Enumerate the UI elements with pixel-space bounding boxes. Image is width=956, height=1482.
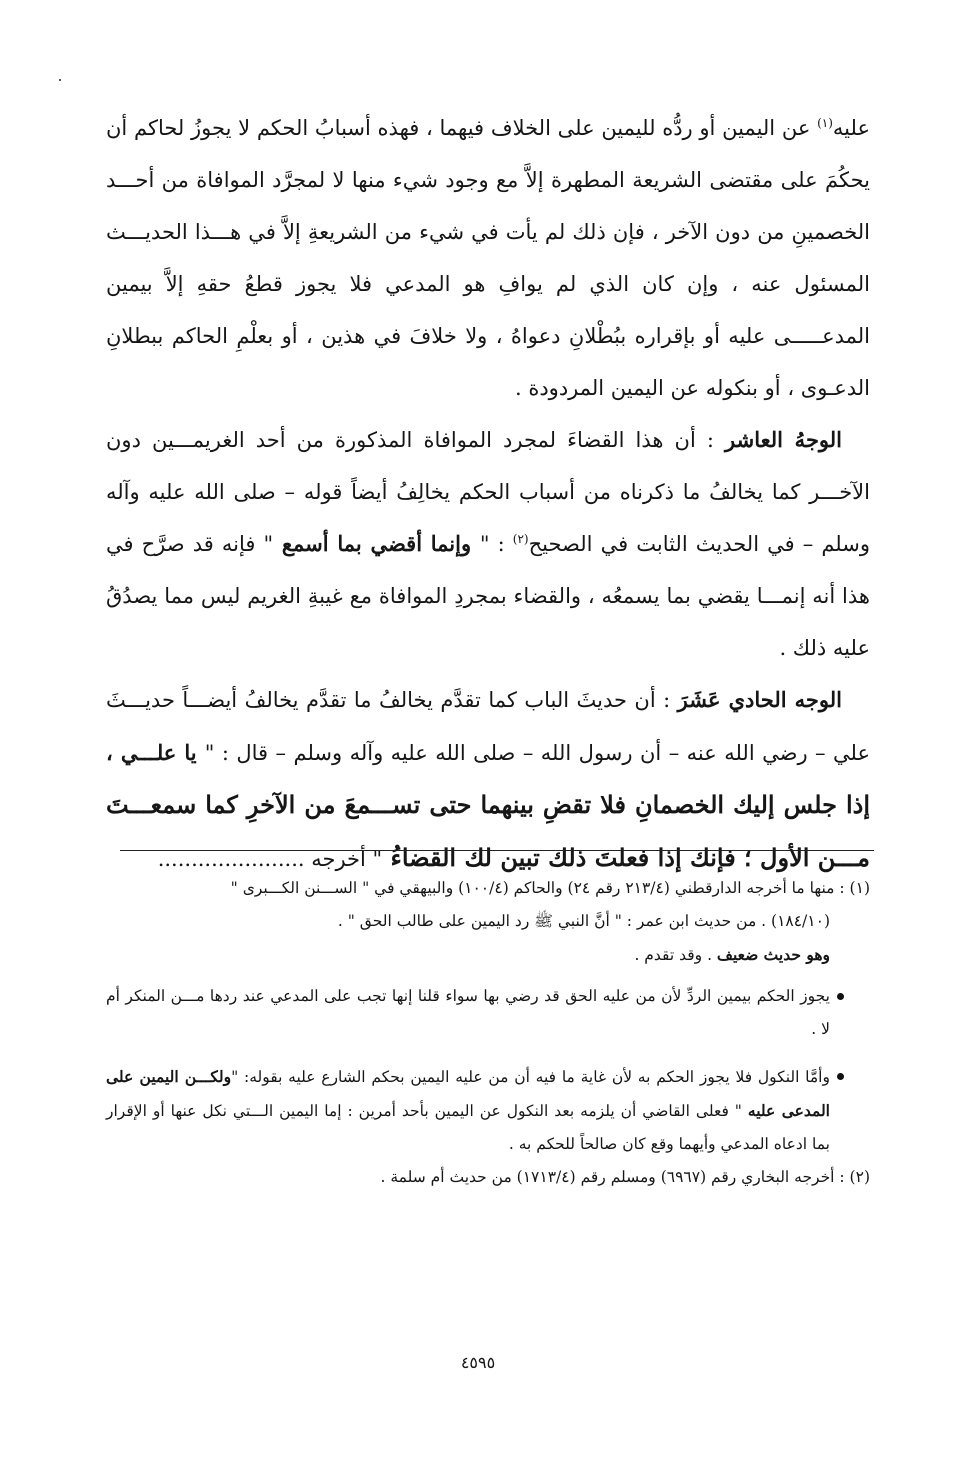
text-run: " فعلى القاضي أن يلزمه بعد النكول عن اليمين بأحد أمرين : إما اليمين الـــتي نكل عنها أو الإقرار بما ادعاه المدعي وأيهما وقع كان صالحاً للحكم به . [106, 1102, 830, 1153]
text-run: : أن هذا القضاءَ لمجرد الموافاة المذكورة من أحد الغريمـــين دون الآخـــر كما يخالفُ ما ذكرناه من أسباب الحكم يخالِفُ أيضاً قوله – صلى الله عليه وآله وسلم – في الحديث الثابت في الصحيح [106, 428, 870, 556]
bullet-point-2 [106, 1060, 870, 1161]
page-number: ٤٥٩٥ [460, 1353, 496, 1372]
text-run: وأمَّا النكول فلا يجوز الحكم به لأن غاية ما فيه أن من عليه اليمين بحكم الشارع عليه بقوله: " [231, 1068, 830, 1086]
text-run: عليه [832, 116, 870, 140]
hadith-quote: إذا جلس إليك الخصمانِ فلا تقضِ بينهما حتى تســـمعَ من الآخرِ كما سمعـــتَ مـــن الأول ؛ فإنك إذا فعلتَ ذلك تبين لك القضاءُ [106, 790, 870, 872]
footnote-1: (١) : منها ما أخرجه الدارقطني (٢١٣/٤ رقم ٢٤) والحاكم (١٠٠/٤) والبيهقي في " الســـنن الكـــبرى " [230, 879, 870, 897]
text-run: عن اليمين أو ردُّه لليمين على الخلاف فيهما ، فهذه أسبابُ الحكم لا يجوزُ لحاكم أن يحكُمَ على مقتضى الشريعة المطهرة إلاَّ مع وجود شيء منها لا لمجرَّد الموافاة من أحـــد الخصمينِ من دون الآخر ، فإن ذلك لم يأت في شيء من الشريعةِ إلاَّ في هـــذا الحديـــث المسئول عنه ، وإن كان الذي لم يوافِ هو المدعي فلا يجوز قطعُ حقهِ إلاَّ بيمين المدعـــــى عليه أو بإقراره ببُطْلانِ دعواهُ ، ولا خلافَ في هذين ، أو بعلْمِ الحاكم ببطلانِ الدعـوى ، أو بنكوله عن اليمين المردودة . [106, 116, 870, 400]
text-run: : أن حديثَ الباب كما تقدَّم يخالفُ ما تقدَّم يخالفُ أيضـــاً حديـــثَ علي – رضي الله عنه – أن رسول الله – صلى الله عليه وآله وسلم – قال : " [106, 688, 870, 765]
grade-label: وهو حديث ضعيف [716, 945, 830, 964]
footnote-ref-1: (١) [817, 116, 833, 130]
paragraph-3 [106, 674, 870, 885]
paragraph-heading: الوجه الحادي عَشَرَ [677, 687, 842, 712]
main-text [106, 102, 870, 885]
bullet-point-1: يجوز الحكم بيمين الردِّ لأن من عليه الحق قد رضي بها سواء قلنا إنها تجب على المدعي عند ردها مـــن المنكر أم لا . [106, 980, 870, 1046]
text-run: " أخرجه ...................... [157, 847, 383, 871]
paragraph-heading: الوجهُ العاشر [725, 427, 843, 452]
text-run: . وقد تقدم . [634, 946, 717, 964]
text-run: : " [479, 532, 513, 556]
paragraph-1 [106, 102, 870, 414]
footnote-1-grade [106, 938, 870, 972]
footnote-2: (٢) : أخرجه البخاري رقم (٦٩٦٧) ومسلم رقم (١٧١٣/٤) من حديث أم سلمة . [380, 1168, 870, 1186]
footnote-ref-2: (٢) [512, 532, 529, 546]
footnote-1-continued: (١٨٤/١٠) . من حديث ابن عمر : " أنَّ النبي ﷺ رد اليمين على طالب الحق " . [337, 912, 830, 930]
paragraph-2 [106, 414, 870, 674]
hadith-quote: وإنما أقضي بما أسمع [273, 531, 480, 556]
text-run: " فإنه قد صرَّح في هذا أنه إنمـــا يقضي بما يسمعُه ، والقضاء بمجردِ الموافاة مع غيبةِ الغريم ليس مما يصدُقُ عليه ذلك . [106, 532, 870, 660]
hadith-quote: يا علـــي ، [106, 740, 205, 765]
footnotes [106, 872, 870, 1194]
scan-speck [59, 79, 61, 81]
hadith-quote: ولكـــن اليمين على المدعى عليه [106, 1067, 830, 1120]
footnote-separator [120, 850, 874, 851]
